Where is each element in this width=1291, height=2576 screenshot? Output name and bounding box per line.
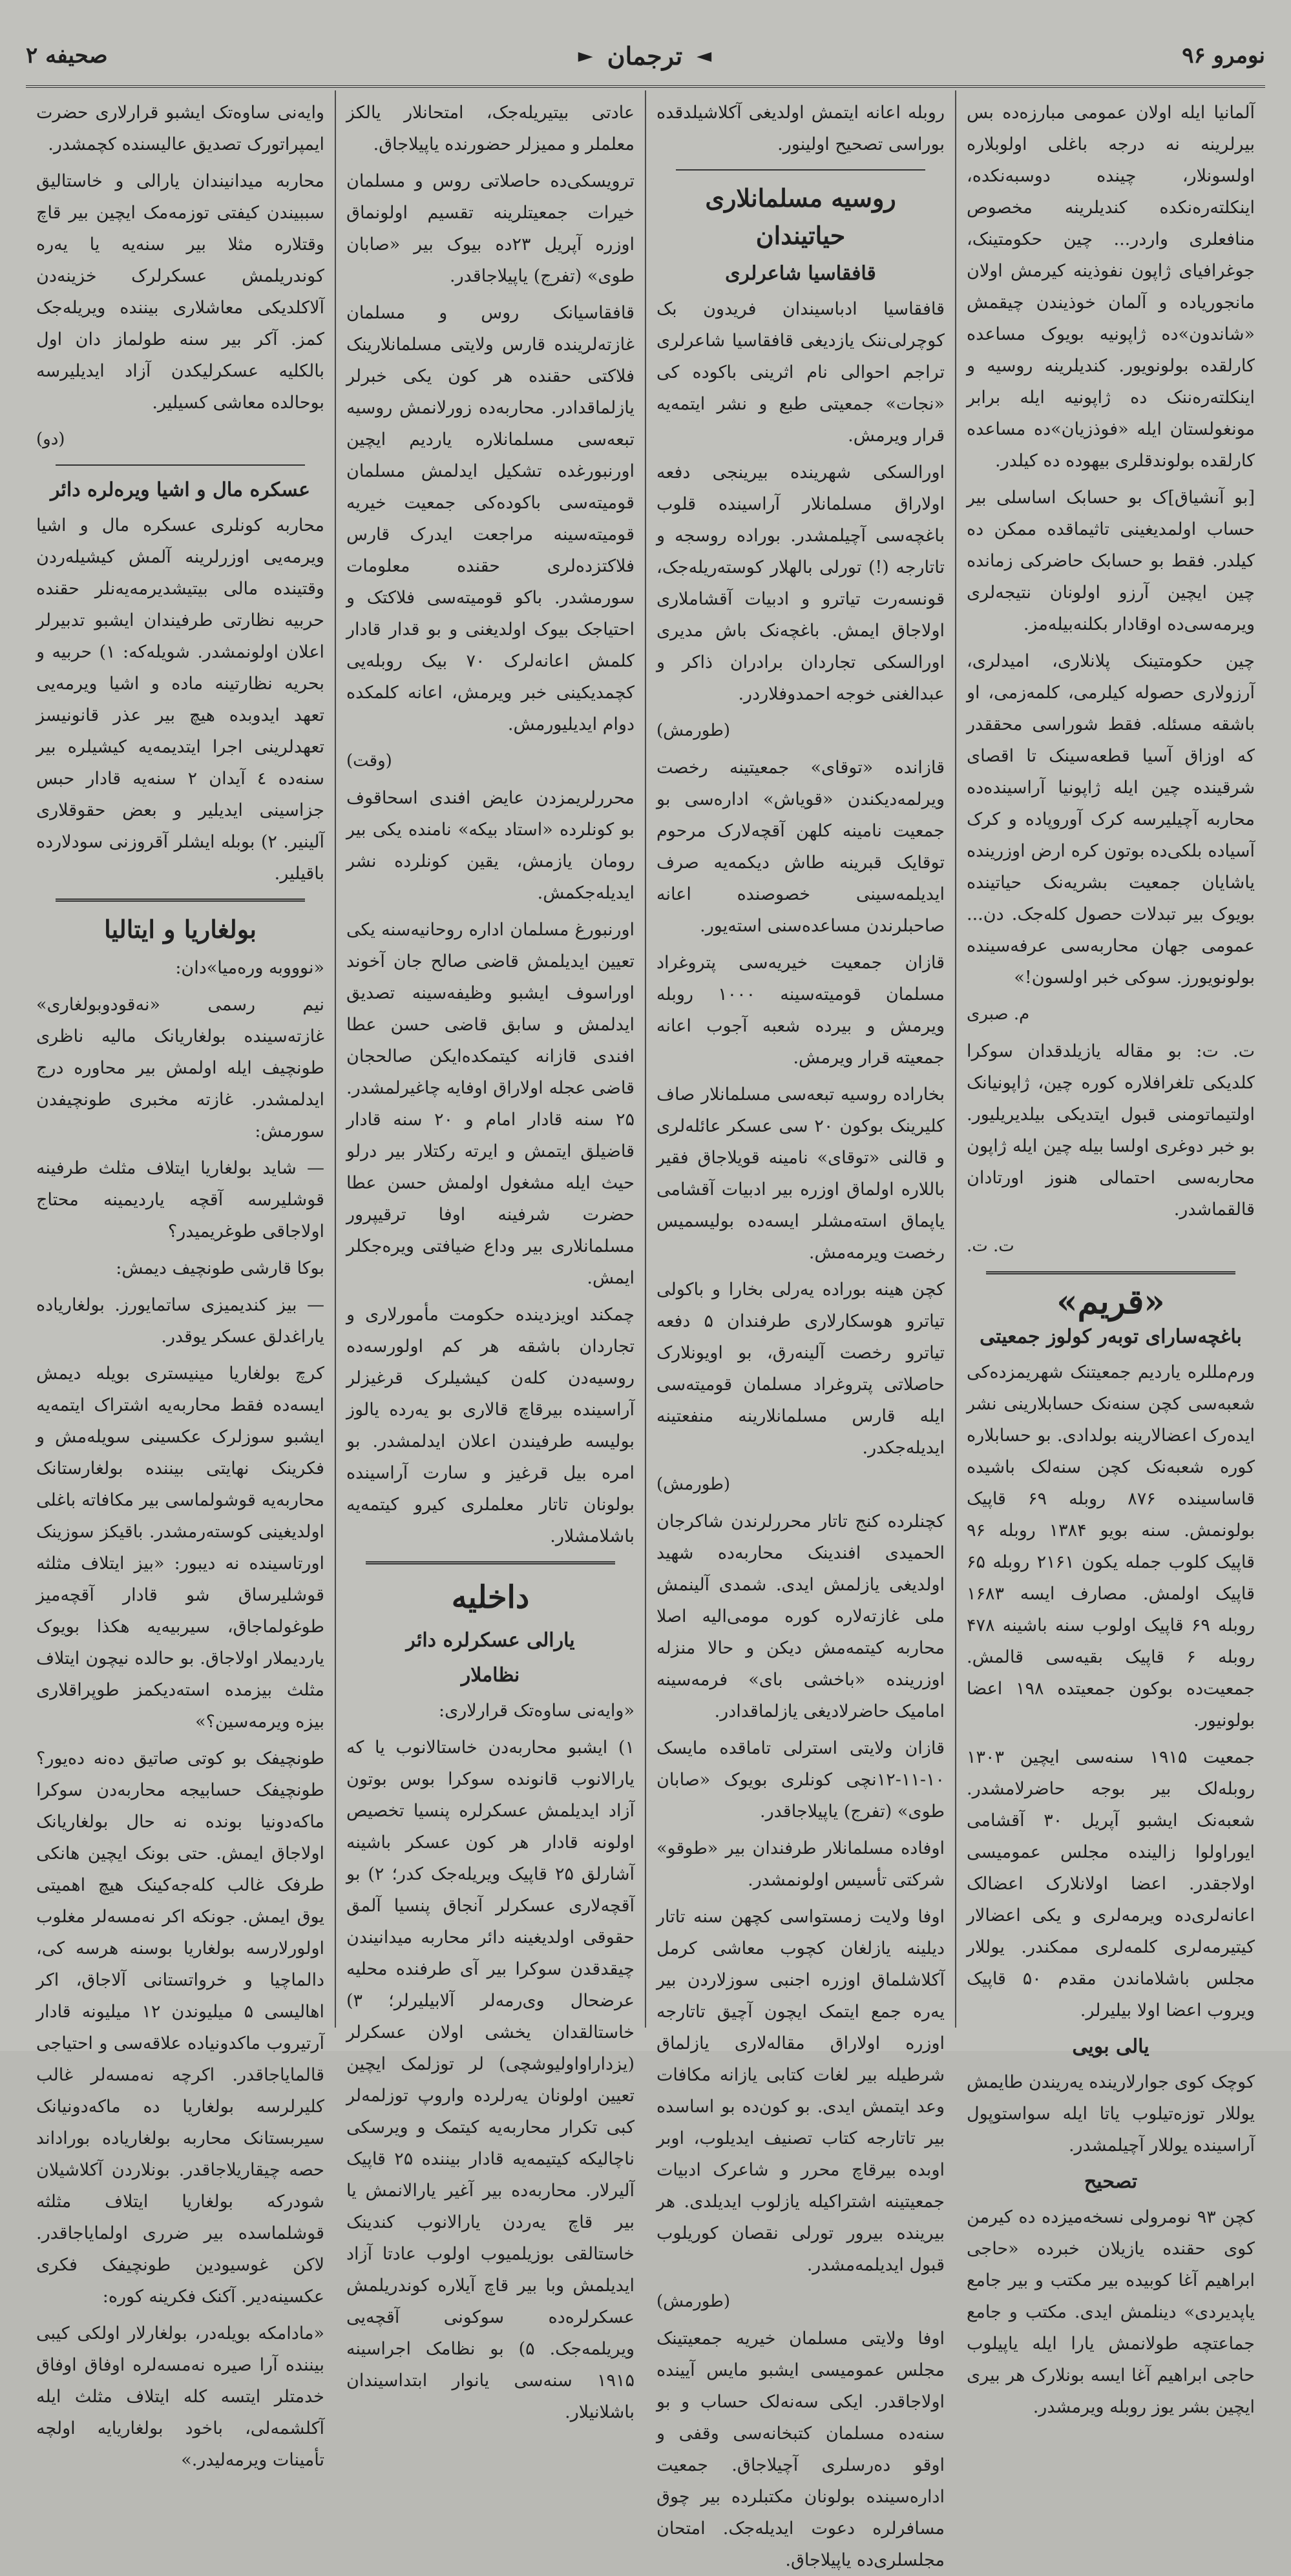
- article-paragraph: قافقاسیا ادباسیندان فریدون بک کوچرلی‌ننک یازدیغی قافقاسیا شاعرلری تراجم احوالی نام اثرینی باکوده کی «نجات» جمعیتی طبع و نشر ایتمه‌یه قرار ویرمش.: [656, 299, 945, 446]
- article-paragraph: محررلریمزدن عایض افندی اسحاقوف بو کونلرده «استاد بیکه» نامنده یکی بیر رومان یازمش، یقین کونلرده نشر ایدیله‌جکمش.: [346, 788, 635, 903]
- article-paragraph: وایه‌نی ساوه‌تک ایشبو قرارلاری حضرت ایمپراتورک تصدیق عالیسنده کچمشدر.: [36, 103, 324, 154]
- headline: یالی بویی: [1072, 2035, 1149, 2058]
- masthead: [578, 41, 712, 70]
- article-paragraph: آلمانیا ایله اولان عمومی مبارزه‌ده بس بیر‌لرینه نه درجه باغلی اولوبلاره اولسونلار، چینده دوسبه‌نکده، اینکلته‌ره‌نکده کندیلرینه مخصوص منافعلری واردر... چین حکومتینک، جوغرافیای ژاپون نفوذینه کیرمش اولان مانجوریاده و آلمان خوذیندن چیقمش «شاندون»ده ژاپونیه بویوک مساعده کارلقده بولونویور. کندیلرینه روسیه و اینکلته‌ره‌ننک ده ژاپونیه ایله برابر مونغولستان ایله «فوذزیان»ده مساعده کارلقده بولوندقلری بیهوده ده کیلدر.: [967, 103, 1255, 471]
- article-paragraph: «مادامکه بویله‌در، بولغارلار اولکی کیبی بیننده آرا صیره نه‌مسه‌لره اوفاق اوفاق خدمتلر ایتسه کله ایتلاف مثلث ایله آکلشمه‌لی، باخود بولغاریایه اولچه تأمینات ویرمه‌لیدر.»: [36, 2323, 324, 2470]
- editor-note: ت. ت: بو مقاله یازیلدقدان سوکرا کلدیکی تلغرافلاره کوره چین، ژاپونیانک اولتیماتومنی قبول ایتدیکی بیلدیریلیور. بو خبر دوغری اولسا بیله چین ایله ژاپون محاربه‌سی احتمالی هنوز اورتادان قالقماشدر.: [967, 1041, 1255, 1220]
- article-paragraph: محاربه کونلری عسکره مال و اشیا ویرمه‌یی اوزرلرینه آلمش کیشیله‌ردن وقتینده مالی بیتیشدیرمه‌یه‌نلر حقنده حربیه نظارتی طرفیندان ایشبو تدبیرلر اعلان اولونمشدر. شویله‌که: ۱) حربیه و بحریه نظارتینه ماده و اشیا ویرمه‌یی تعهد ایدوبده هیچ بیر عذر قانونیسز تعهدلرینی اجرا ایتدیمه‌یه کیشیلره بیر سنه‌ده ٤ آیدان ۲ سنه‌یه قادار حبس جزاسینی ایدیلیر و بعض حقوقلاری آلینیر. ۲) بوبله ایشلر آقروزنی سودلارده باقیلیر.: [36, 515, 324, 884]
- article-paragraph: اورنبورغ مسلمان اداره روحانیه‌سنه یکی تعیین ایدیلمش قاضی صالح جان آخوند اوراسوف ایشبو وظیفه‌سینه تصدیق ایدلمش و سابق قاضی حسن عطا افندی قازانه کیتمکده‌ایکن صالحجان قاضی عجله اولاراق اوفایه چاغیرلمشدر. ۲۵ سنه قادار امام و ۲۰ سنه قادار قاضیلق ایتمش و ایرته رکتلار بیر درلو حیث ایله مشغول اولمش حسن عطا حضرت شرفینه اوفا ترقیپرور مسلمانلاری بیر وداع ضیافتی ویره‌جکلر ایمش.: [346, 920, 635, 1288]
- page-header: [26, 26, 1265, 88]
- issue-number: نومرو ۹۶: [1182, 43, 1265, 68]
- article-paragraph: [بو آنشیاق]ک بو حسابک اساسلی بیر حساب اولمدیغینی تاثیماقده ممکن ده کیلدر. فقط بو حسابک حاضرکی زمانده چین ایچین آرزو اولونان نتیجه‌لری ویرمه‌سی‌ده اوقادار بکلنه‌بیله‌مز.: [967, 488, 1255, 634]
- section-divider: [986, 1271, 1235, 1274]
- section-title-dakhiliye: داخلیه: [451, 1579, 530, 1615]
- section-divider: [56, 464, 305, 466]
- column-3: [336, 90, 646, 2422]
- article-paragraph: — شاید بولغاریا ایتلاف مثلث طرفینه قوشلیرسه آقچه یاردیمینه محتاج اولاجاقی طوغریمیدر؟: [36, 1158, 324, 1241]
- section-divider: [676, 169, 925, 171]
- article-paragraph: اوفا ولایت زمستواسی کچهن سنه تاتار دیلینه یازلغان کچوب معاشی کرمل آکلاشلماق اوزره اجنبی سوزلاردن بیر یه‌ره جمع ایتمک ایچون آچیق تاتارجه اوزره اولاراق مقاله‌لاری یازلماق شرطیله بیر لغات کتابی یازانه مکافات وعد ایتمش ایدی. بو کون‌ده بو اساسده بیر تاتارجه کتاب تصنیف ایدیلوب، اوبر اوبده بیرقاچ محرر و شاعرک ادبیات جمعیتینه اشتراکیله یازلوب ایدیلدی. هر بیرینده بیرور تورلی نقصان کوریلوب قبول ایدیلمه‌مشدر.: [656, 1907, 945, 2275]
- article-paragraph: روبله اعانه ایتمش اولدیغی آکلاشیلدقده بوراسی تصحیح اولینور.: [656, 103, 945, 154]
- section-divider: [56, 898, 305, 902]
- arrow-left-ornament: ◄: [697, 44, 712, 67]
- article-paragraph: اورالسکی شهرینده بیرینجی دفعه اولاراق مسلمانلار آراسینده قلوب باغچه‌سی آچیلمشدر. بوراده روسجه و تاتارجه (!) تورلی بالهلار کوسته‌ریله‌جک، قونسه‌رت تیاترو و ادبیات آقشاملاری اولاجاق ایمش. باغچه‌نک باش مدیری اورالسکی تجاردان برادران ذاکر و عبدالغنی خوجه احمدوفلاردر.: [656, 462, 945, 704]
- article-paragraph: ترویسکی‌ده حاصلاتی روس و مسلمان خیرات جمعیتلرینه تقسیم اولونماق اوزره آپریل ۲۳ده بیوک بیر «صابان طوی» (تفرج) یاپیلاجاقدر.: [346, 171, 635, 286]
- article-paragraph: «وایه‌نی ساوه‌تک قرارلاری:: [439, 1701, 635, 1721]
- article-paragraph: «نوووبه وره‌میا»دان:: [175, 958, 324, 978]
- article-paragraph: چمکند اویزدینده حکومت مأمورلاری و تجاردان باشقه هر کم اولورسه‌ده روسیه‌دن کله‌ن کیشیلرک قرغیزلر آراسینده بیرقاچ قالاری بو یه‌رده یالوز بولیسه طرفیندن اعلان ایدلمشدر. بو امره بیل قرغیز و سارت آراسینده بولونان تاتار معلملری کیرو کیتمه‌یه باشلامشلار.: [346, 1305, 635, 1546]
- article-paragraph: اوفاده مسلمانلار طرفندان بیر «طوقو» شرکتی تأسیس اولونمشدر.: [656, 1838, 945, 1890]
- article-paragraph: کرچ بولغاریا مینیستری بویله دیمش ایسه‌ده فقط محاربه‌یه اشتراک ایتمه‌یه ایشبو سوزلرک عکسینی سویله‌مش و فکرینک نهایتی بیننده بولغارستانک محاربه‌یه قوشولماسی بیر مکافاته باغلی اولدیغینی کوسته‌رمشدر. باقیکز سوزینک اورتاسینده نه دیبور: «بیز ایتلاف مثلثه قوشلیرساق شو قادار آقچه‌میز طوغولماجاق، سیربیه‌یه هکذا بویوک یاردیملار اولاجاق. بو حالده نیچون ایتلاف مثلث بیزمده استه‌دیکمز طوپراقلاری بیزه ویرمه‌سین؟»: [36, 1364, 324, 1732]
- signature: (طورمش): [656, 2292, 731, 2311]
- article-paragraph: طونچیفک بو کوتی صاتیق ده‌نه ده‌یور؟ طونچیفک حسابیجه محاربه‌دن سوکرا ماکه‌دونیا بونده نه حال بولغاریانک اولاجاق ایمش. حتی بونک ایچین هانکی طرفک غالب کله‌جه‌کینک هیچ اهمیتی یوق ایمش. جونکه اکر نه‌مسه‌لر مغلوب اولورلارسه بولغاریا بوسنه هرسه کی، دالماچیا و خرواتستانی آلاجاق، اکر اهالیسی ۵ میلیوندن ۱۲ میلیونه قادار آرتیروب ما‌کدونیاده علاقه‌سی و احتیاجی قالمایاجاقدر. اکرچه نه‌مسه‌لر غالب کلیرلرسه بولغاریا ده‌ ماکه‌دونیانک سیربستانک محاربه بولغاریاده بوراداند حصه چیقاریلاجاقدر. بونلاردن آکلاشیلان شودرکه بولغاریا ایتلاف مثلثه قوشلماسده بیر ضرری اولمایاجاقدر. لاکن غوسیودین طونچیفک فکری عکسینه‌دیر. آکنک فکرینه کوره:: [36, 1749, 325, 2307]
- article-paragraph: ورم‌مللره یاردیم جمعیتنک شهریمزده‌کی شعبه‌سی کچن سنه‌نک حسابلارینی نشر ایده‌رک اعضالارینه بولدادی. بو حسابلاره کوره شعبه‌نک کچن سنه‌لک باشیده قاساسینده ۸۷۶ روبله ۶۹ قاپیک بولونمش. سنه بویو ۱۳۸۴ روبله ۹۶ قاپیک کلوب جمله یکون ۲۱۶۱ روبله ۶۵ قاپیک اولمش. مصارف ایسه ۱۶۸۳ روبله ۶۹ قاپیک اولوب سنه باشینه ۴۷۸ روبله ۶ قاپیک بقیه‌سی قالمش. جمعیت‌ده بوکون جمعیتده ۱۹۸ اعضا بولونیور.: [967, 1362, 1255, 1730]
- signature: م. صبری: [967, 1004, 1030, 1024]
- article-paragraph: کچن هینه بوراده یه‌رلی بخارا و باکولی تیاترو هوسکارلاری طرفندان ۵ دفعه تیاترو رخصت آلینه‌رق، بو اویونلارک حاصلاتی پتروغراد مسلمان قومیته‌سی ایله قارس مسلمانلارینه منفعتینه ایدیله‌جکدر.: [656, 1280, 945, 1458]
- newspaper-title: ترجمان: [607, 41, 683, 70]
- headline: عسکره مال و اشیا ویره‌لره دائر: [50, 479, 310, 501]
- article-paragraph: چین حکومتینک پلانلاری، امیدلری، آرزولاری حصوله کیلرمی، کلمه‌زمی، او باشقه مسئله. فقط شوراسی محققدر که اوزاق آسیا قطعه‌سینک تا اقصای شرقینده چین ایله ژاپونیا آراسینده‌ده محاربه آچیلیرسه کرک آوروپاده و کرک آسیاده بلکی‌ده بوتون کره ارض اوزرینده یاشایان جمعیت بشریه‌نک حیاتینده بویوک بیر تبدلات حصول کله‌جک. دن... عمومی جهان محاربه‌سی عرفه‌سینده بولونویورز. سوکی خبر اولسون!»: [967, 651, 1255, 988]
- article-paragraph: محاربه میدانیندان یارالی و خاستالیق سببیندن کیفتی توزمه‌مک ایچین بیر قاچ وقتلاره مثلا بیر سنه‌یه یا یه‌ره کوندریلمش عسکرلرک خزینه‌دن آلاکلدیکی معاشلاری بیننده ویریله‌جک کمز. آکر بیر سنه طولماز دان اول بالکلیه عسکرلیکدن آزاد ایدیلیرسه بوحالده معاشی کسیلیر.: [36, 171, 324, 413]
- article-paragraph: کچنلرده کنج تاتار محررلرندن شاکرجان الحمیدی افندینک محاربه‌ده شهید اولدیغی یازلمش ایدی. شمدی آلینمش ملی غازته‌لاره کوره مومی‌الیه اصلا محاربه کیتمه‌مش دیکن و حالا منزله اوزرینده «باخشی بای» فرمه‌سینه امامیک حاضرلادیغی یازلماقدادر.: [656, 1511, 945, 1721]
- headline: باغچه‌سارای توبه‌ر کولوز جمعیتی: [980, 1325, 1242, 1348]
- article-paragraph: اوفا ولایتی مسلمان خیریه جمعیتینک مجلس عمومیسی ایشبو مایس آیینده اولاجاقدر. ایکی سه‌نه‌لک حساب و بو سنه‌ده مسلمان کتبخانه‌سی وقفی و اوقو ده‌رسلری آچیلاجاق. جمعیت اداره‌سینده بولونان مکتبلرده بیر چوق مسافرلره دعوت ایدیله‌جک. امتحان مجلسلری‌ده یاپیلاجاق.: [656, 2329, 945, 2570]
- headline: بولغاریا و ایتالیا: [104, 915, 257, 944]
- arrow-right-ornament: ►: [578, 44, 593, 67]
- signature: ت. ت.: [967, 1236, 1014, 1256]
- article-paragraph: قازانده «توقای» جمعیتینه رخصت ویرلمه‌دیکندن «قویاش» اداره‌سی بو جمعیت نامینه کلهن آقچه‌لارک مرحوم توقایک قبرینه طاش دیکمه‌یه صرف ایدیلمه‌سینی خصوصنده اعانه صاحبلرندن مساعده‌سنی استه‌یور.: [656, 758, 945, 936]
- column-1: [956, 90, 1265, 2417]
- section-title-qrim: «قریم»: [1056, 1282, 1165, 1322]
- article-paragraph: کچن ۹۳ نومرولی نسخه‌میزده ده کیرمن کوی حقنده یازیلان خبرده «حاجی ابراهیم آغا کوبیده بیر مکتب و بیر جامع یاپدیردی» دینلمش ایدی. مکتب و جامع جماعتچه طولانمش یارا ایله یاپیلوب حاجی ابراهیم آغا ایسه بونلارک هر بیری ایچین بشر یوز روبله ویرمشدر.: [967, 2207, 1255, 2417]
- column-4: [26, 90, 336, 2470]
- page-label: صحیفه ۲: [26, 43, 108, 68]
- signature: (دو): [36, 430, 65, 449]
- headline: تصحیح: [1084, 2170, 1138, 2193]
- article-paragraph: عادتی بیتیریله‌جک، امتحانلار یالکز معلملر و ممیزلر حضورنده یاپیلاجاق.: [346, 103, 635, 154]
- article-paragraph: بخاراده روسیه تبعه‌سی مسلمانلار صاف کلیرینک بوکون ۲۰ سی عسکر عائله‌لری و قالنی «توقای» نامینه قویلاجاق فقیر باللاره اولماق اوزره بیر ادبیات آقشامی یاپماق استه‌مشلر ایسه‌ده بولیسمیس رخصت ویرمه‌مش.: [656, 1085, 945, 1263]
- article-paragraph: ۱) ایشبو محاربه‌دن خاستالانوب یا که یارالانوب قانونده سوکرا بوس بوتون آزاد ایدیلمش عسکرلره پنسیا تخصیص اولونه قادار هر کون عسکر باشینه آشارلق ۲۵ قاپیک ویریله‌جک کدر؛ ۲) بو آقچه‌لاری عسکرلر آنجاق پنسیا آلمق حقوقی اولدیغینه دائر محاربه میدانیندن چیقدقدن سوکرا بیر آی طرفنده محلیه عرضحال وی‌رمه‌لر آلابیلیرلر؛ ۳) خاستالقدان یخشی اولان عسکرلر (یزداراواولیوشچی) لر توزلمک ایچین تعیین اولونان یه‌رلرده واروپ توزلمه‌لر کبی تکرار محاربه‌یه کیتمک و ویرسکی ناچالیکه کیتیمه‌یه قادار بیننده ۲۵ قاپیک آلیرلار. محاربه‌ده بیر آغیر یارالانمش یا بیر قاچ یه‌ردن یارالانوب کندینک خاستالقی بوزیلمیوب اولوب عادتا آزاد ایدیلمش وبا بیر قاچ آیلاره کوندریلمش عسکرلره‌ده سوکونی آقچه‌یی ویریلمه‌جک. ۵) بو نظامک اجراسینه ۱۹۱۵ سنه‌سی یانوار ابتداسیندان باشلانیلار.: [346, 1738, 635, 2422]
- signature: (طورمش): [656, 721, 731, 740]
- article-paragraph: — بیز کندیمیزی ساتمایورز. بولغاریاده یاراغدلق عسکر یوقدر.: [36, 1295, 324, 1347]
- subheadline: قافقاسیا شاعرلری: [725, 262, 876, 285]
- column-2: [646, 90, 956, 2570]
- headline: یارالی عسکرلره دائر: [406, 1629, 575, 1652]
- section-divider: [366, 1561, 615, 1564]
- article-paragraph: قازان ولایتی استرلی تاماقده مایسک ۱۰-۱۱-۱۲نچی کونلری بویوک «صابان طوی» (تفرج) یاپیلاجاقدر.: [656, 1738, 945, 1822]
- signature: (وقت): [346, 751, 392, 771]
- article-paragraph: کوچک کوی جوارلارینده یه‌ریندن طایمش یوللار توزه‌تیلوب یاتا ایله سواستوپول آراسینده یوللار آچیلمشدر.: [967, 2072, 1255, 2155]
- subheadline: نظاملار: [461, 1664, 520, 1687]
- article-paragraph: جمعیت ۱۹۱۵ سنه‌سی ایچین ۱۳۰۳ روبله‌لک بیر بوجه حاضرلامشدر. شعبه‌نک ایشبو آپریل ۳۰ آقشامی ایوراولوا زالینده مجلس عمومیسی اولاجقدر. اعضا اولانلارک اعضالک اعانه‌لری‌ده ویرمه‌لری و یکی اعضالار کیتیرمه‌لری کلمه‌لری ممکندر. یوللار مجلس باشلاماندن مقدم ۵۰ قاپیک ویروب اعضا اولا بیلیرلر.: [967, 1747, 1255, 2020]
- article-paragraph: نیم رسمی «نه‌قو‌دو‌بولغاری» غازته‌سینده بولغاریانک مالیه ناظری طونچیف ایله اولمش بیر محاوره درج ایدلمشدر. غازته مخبری طونچیفدن سورمش:: [36, 995, 324, 1141]
- article-paragraph: قازان جمعیت خیریه‌سی پتروغراد مسلمان قومیته‌سینه ۱۰۰۰ روبله ویرمش و بیرده شعبه آجوب اعانه جمعیته قرار ویرمش.: [656, 953, 945, 1068]
- signature: (طورمش): [656, 1475, 731, 1494]
- columns: [26, 90, 1265, 2570]
- article-paragraph: قافقاسیانک روس و مسلمان غازته‌لرینده قارس ولایتی مسلمانلارینک فلاکتی حقنده هر کون یکی خبرلر یازلماقدادر. محاربه‌ده زورلانمش روسیه تبعه‌سی مسلمانلاره یاردیم ایچین اورنبورغده تشکیل ایدلمش مسلمان قومیته‌سی باکوده‌کی جمعیت خیریه قومیته‌سینه مراجعت ایدرک قارس فلاکتزده‌لری حقنده معلومات سورمشدر. باکو قومیته‌سی فلاکتک و احتیاجک بیوک اولدیغنی و بو قدار قادار کلمش اعانه‌لرک ۷۰ بیک روبله‌یی کچمدیکینی خبر ویرمش، اعانه کلمکده دوام ایدیلیورمش.: [346, 303, 635, 734]
- article-paragraph: بوکا قارشی طونچیف دیمش:: [116, 1258, 324, 1278]
- headline: روسیه مسلمانلاری حیاتیندان: [705, 183, 896, 250]
